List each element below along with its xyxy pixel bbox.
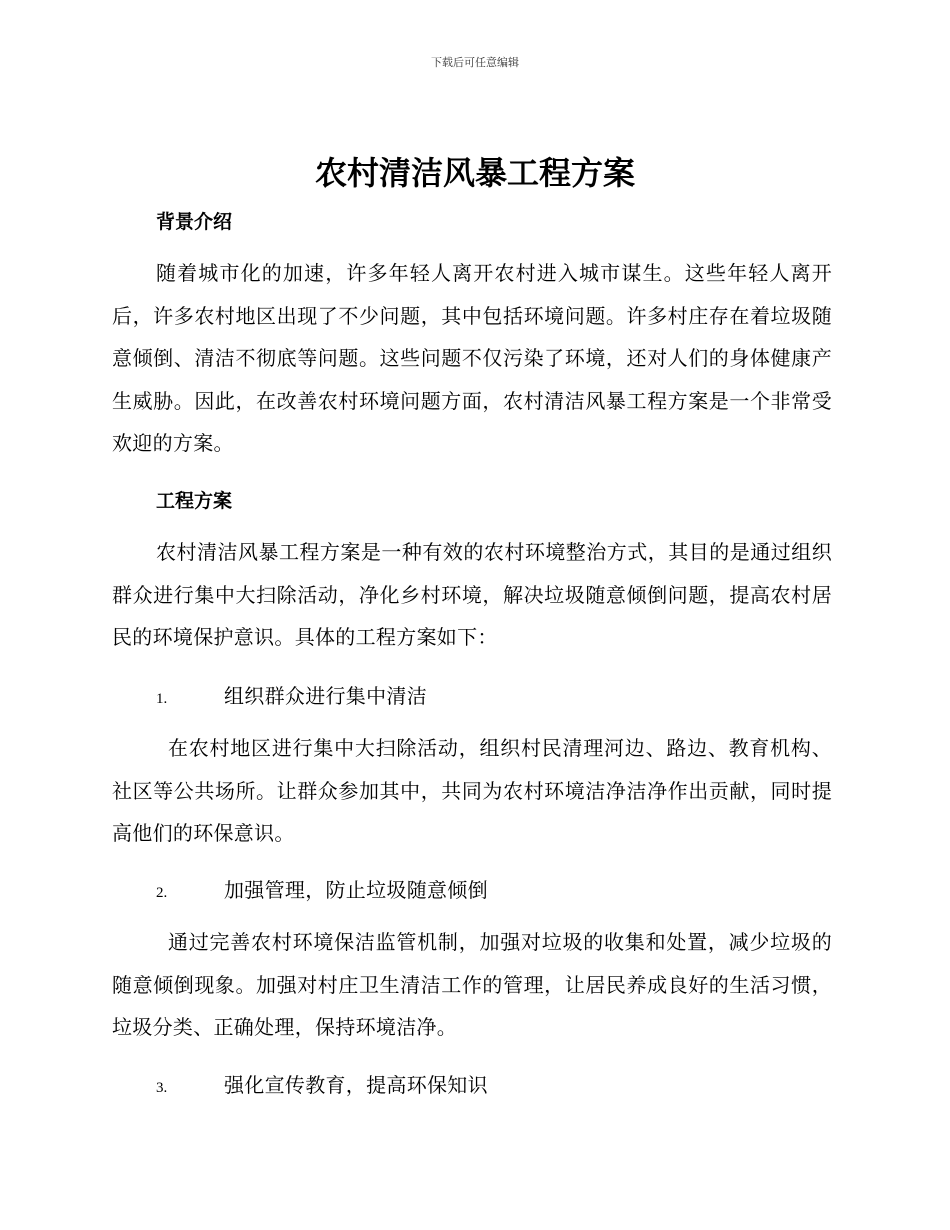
list-item-body-1: 在农村地区进行集中大扫除活动，组织村民清理河边、路边、教育机构、社区等公共场所。让群众参加其中，共同为农村环境洁净洁净作出贡献，同时提高他们的环保意识。	[112, 736, 832, 845]
list-item-1	[156, 680, 427, 709]
list-item-title: 组织群众进行集中清洁	[224, 684, 427, 708]
list-item-title: 加强管理，防止垃圾随意倾倒	[224, 878, 488, 902]
list-item-2	[156, 874, 488, 903]
list-item-body-2: 通过完善农村环境保洁监管机制，加强对垃圾的收集和处置，减少垃圾的随意倾倒现象。加强对村庄卫生清洁工作的管理，让居民养成良好的生活习惯，垃圾分类、正确处理，保持环境洁净。	[112, 930, 832, 1039]
list-item-number: 3.	[156, 1080, 168, 1096]
paragraph-background: 随着城市化的加速，许多年轻人离开农村进入城市谋生。这些年轻人离开后，许多农村地区出现了不少问题，其中包括环境问题。许多村庄存在着垃圾随意倾倒、清洁不彻底等问题。这些问题不仅污染了环境，还对人们的身体健康产生威胁。因此，在改善农村环境问题方面，农村清洁风暴工程方案是一个非常受欢迎的方案。	[112, 261, 832, 455]
list-item-number: 2.	[156, 885, 168, 901]
document-title: 农村清洁风暴工程方案	[314, 154, 635, 192]
list-item-title: 强化宣传教育，提高环保知识	[224, 1073, 488, 1097]
list-item-3	[156, 1069, 488, 1098]
paragraph-plan: 农村清洁风暴工程方案是一种有效的农村环境整治方式，其目的是通过组织群众进行集中大扫除活动，净化乡村环境，解决垃圾随意倾倒问题，提高农村居民的环境保护意识。具体的工程方案如下：	[112, 540, 832, 649]
section-heading-background: 背景介绍	[156, 211, 233, 233]
header-note: 下载后可任意编辑	[431, 56, 519, 69]
list-item-number: 1.	[156, 691, 168, 707]
section-heading-plan: 工程方案	[156, 490, 233, 512]
